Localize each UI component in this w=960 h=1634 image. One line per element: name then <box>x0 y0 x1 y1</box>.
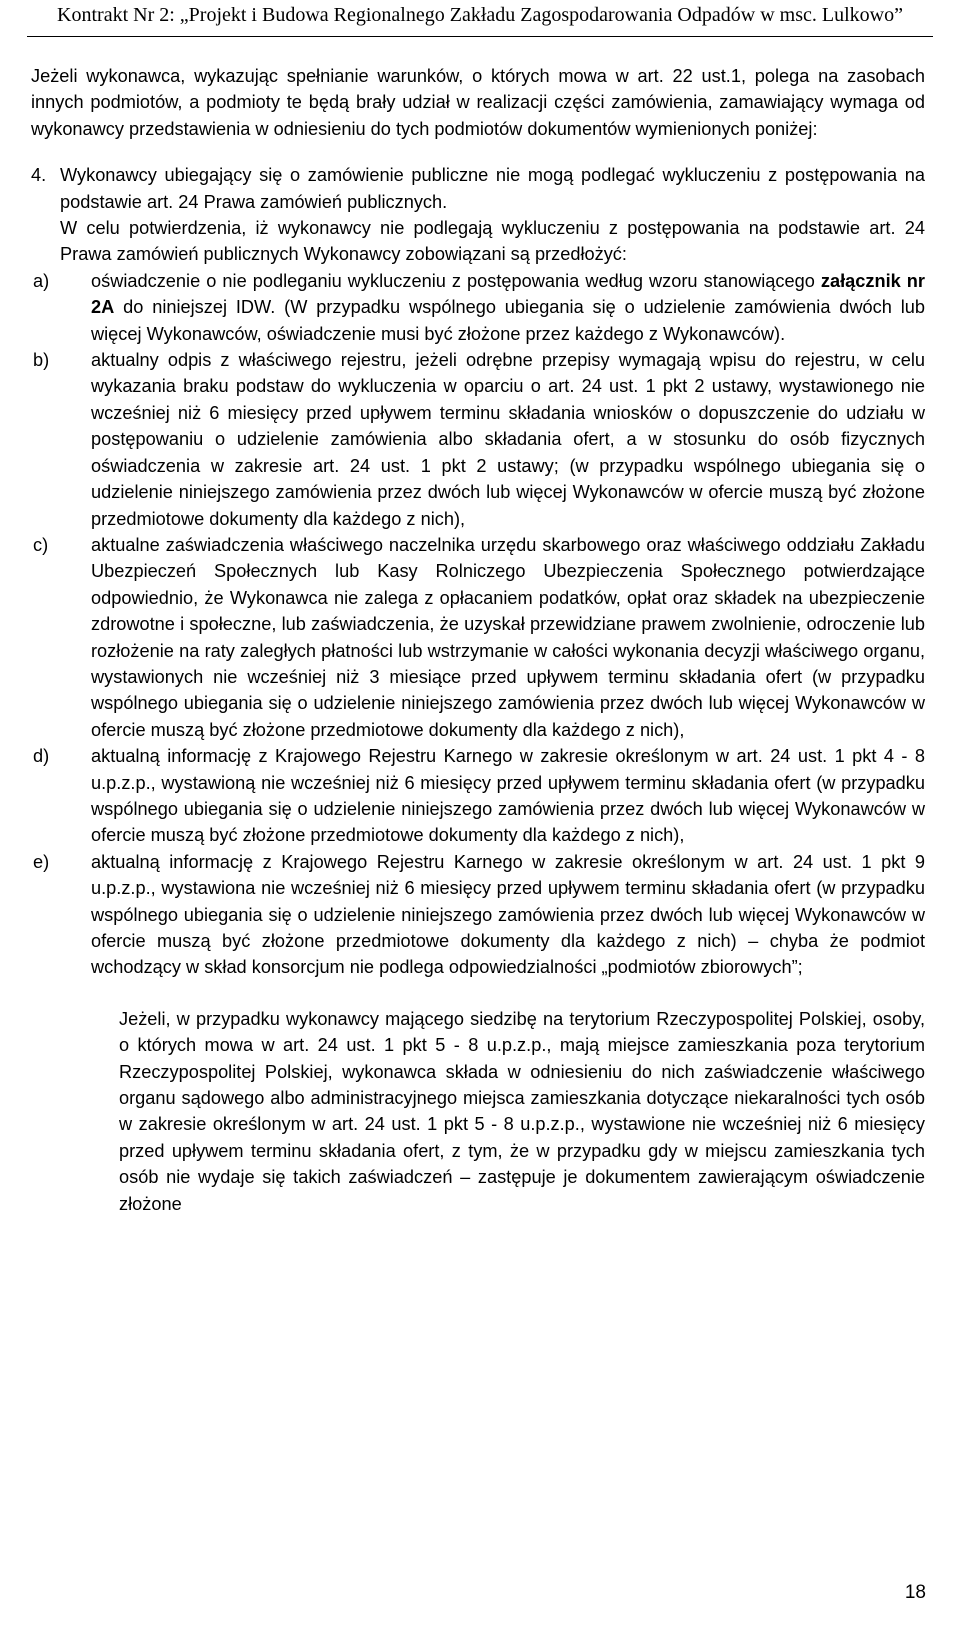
list-item-text <box>91 268 925 347</box>
list-item-label: d) <box>33 746 50 767</box>
list-item-label: a) <box>33 270 50 291</box>
list-item-text: aktualne zaświadczenia właściwego naczelnika urzędu skarbowego oraz właściwego oddziału Zakładu Ubezpieczeń Społecznych lub Kasy Rolniczego Ubezpieczenia Społecznego potwierdzające odpowiednio, że Wykonawca nie zalega z opłacaniem podatków, opłat oraz składek na ubezpieczenie zdrowotne i społeczne, lub zaświadczenia, że uzyskał przewidziane prawem zwolnienie, odroczenie lub rozłożenie na raty zaległych płatności lub wstrzymanie w całości wykonania decyzji właściwego organu, wystawionych nie wcześniej niż 3 miesiące przed upływem terminu składania ofert (w przypadku wspólnego ubiegania się o udzielenie niniejszego zamówienia przez dwóch lub więcej Wykonawców w ofercie muszą być złożone przedmiotowe dokumenty dla każdego z nich), <box>91 534 925 740</box>
section-number: 4. <box>31 165 47 186</box>
attachment-reference: załącznik nr 2A <box>91 270 925 318</box>
list-item-text-part: oświadczenie o nie podleganiu wykluczeniu z postępowania według wzoru stanowiącego <box>91 270 821 291</box>
closing-paragraph: Jeżeli, w przypadku wykonawcy mającego siedzibę na terytorium Rzeczypospolitej Polskiej, osoby, o których mowa w art. 24 ust. 1 pkt 5 - 8 u.p.z.p., mają miejsce zamieszkania poza terytorium Rzeczypospolitej Polskiej, wykonawca składa w odniesieniu do nich zaświadczenie właściwego organu sądowego albo administracyjnego miejsca zamieszkania dotyczące niekaralności tych osób w zakresie określonym w art. 24 ust. 1 pkt 5 - 8 u.p.z.p., wystawione nie wcześniej niż 6 miesięcy przed upływem terminu składania ofert, z tym, że w przypadku gdy w miejscu zamieszkania tych osób nie wydaje się takich zaświadczeń – zastępuje je dokumentem zawierającym oświadczenie złożone <box>119 1008 925 1214</box>
requirements-list <box>31 268 925 981</box>
page-number: 18 <box>904 1582 926 1603</box>
page-header <box>27 0 933 37</box>
section-lead: W celu potwierdzenia, iż wykonawcy nie podlegają wykluczeniu z postępowania na podstawie art. 24 Prawa zamówień publicznych Wykonawcy zobowiązani są przedłożyć: <box>60 218 925 265</box>
list-item <box>31 347 925 532</box>
list-item-label: e) <box>33 851 50 872</box>
list-item <box>31 268 925 347</box>
list-item-text: aktualną informację z Krajowego Rejestru Karnego w zakresie określonym w art. 24 ust. 1 pkt 9 u.p.z.p., wystawiona nie wcześniej niż 6 miesięcy przed upływem terminu składania ofert (w przypadku wspólnego ubiegania się o udzielenie niniejszego zamówienia przez dwóch lub więcej Wykonawców w ofercie muszą być złożone przedmiotowe dokumenty dla każdego z nich) – chyba że podmiot wchodzący w skład konsorcjum nie podlega odpowiedzialności „podmiotów zbiorowych”; <box>91 851 925 978</box>
list-item-text: aktualny odpis z właściwego rejestru, jeżeli odrębne przepisy wymagają wpisu do rejestru, w celu wykazania braku podstaw do wykluczenia w oparciu o art. 24 ust. 1 pkt 2 ustawy, wystawionego nie wcześniej niż 6 miesięcy przed upływem terminu składania wniosków o dopuszczenie do udziału w postępowaniu o udzielenie zamówienia albo składania ofert, a w stosunku do osób fizycznych oświadczenia w zakresie art. 24 ust. 1 pkt 2 ustawy; (w przypadku wspólnego ubiegania się o udzielenie niniejszego zamówienia przez dwóch lub więcej Wykonawców w ofercie muszą być złożone przedmiotowe dokumenty dla każdego z nich), <box>91 350 925 529</box>
list-item <box>31 849 925 981</box>
list-item-text-part: do niniejszej IDW. (W przypadku wspólnego ubiegania się o udzielenie zamówienia dwóch lub więcej Wykonawców, oświadczenie musi być złożone przez każdego z Wykonawców). <box>91 297 925 344</box>
list-item-label: c) <box>33 534 49 555</box>
section-body <box>60 162 925 268</box>
document-body <box>31 63 925 1217</box>
intro-paragraph: Jeżeli wykonawca, wykazując spełnianie warunków, o których mowa w art. 22 ust.1, polega na zasobach innych podmiotów, a podmioty te będą brały udział w realizacji części zamówienia, zamawiający wymaga od wykonawcy przedstawienia w odniesieniu do tych podmiotów dokumentów wymienionych poniżej: <box>31 66 925 139</box>
list-item <box>31 532 925 743</box>
section-heading: Wykonawcy ubiegający się o zamówienie publiczne nie mogą podlegać wykluczeniu z postępowania na podstawie art. 24 Prawa zamówień publicznych. <box>60 165 925 212</box>
list-item-text: aktualną informację z Krajowego Rejestru Karnego w zakresie określonym w art. 24 ust. 1 pkt 4 - 8 u.p.z.p., wystawioną nie wcześniej niż 6 miesięcy przed upływem terminu składania ofert (w przypadku wspólnego ubiegania się o udzielenie niniejszego zamówienia przez dwóch lub więcej Wykonawców w ofercie muszą być złożone przedmiotowe dokumenty dla każdego z nich), <box>91 746 925 846</box>
list-item-label: b) <box>33 350 50 371</box>
section-4 <box>31 162 925 268</box>
list-item <box>31 743 925 849</box>
header-title: Kontrakt Nr 2: „Projekt i Budowa Regionalnego Zakładu Zagospodarowania Odpadów w msc. Lulkowo” <box>57 4 903 26</box>
